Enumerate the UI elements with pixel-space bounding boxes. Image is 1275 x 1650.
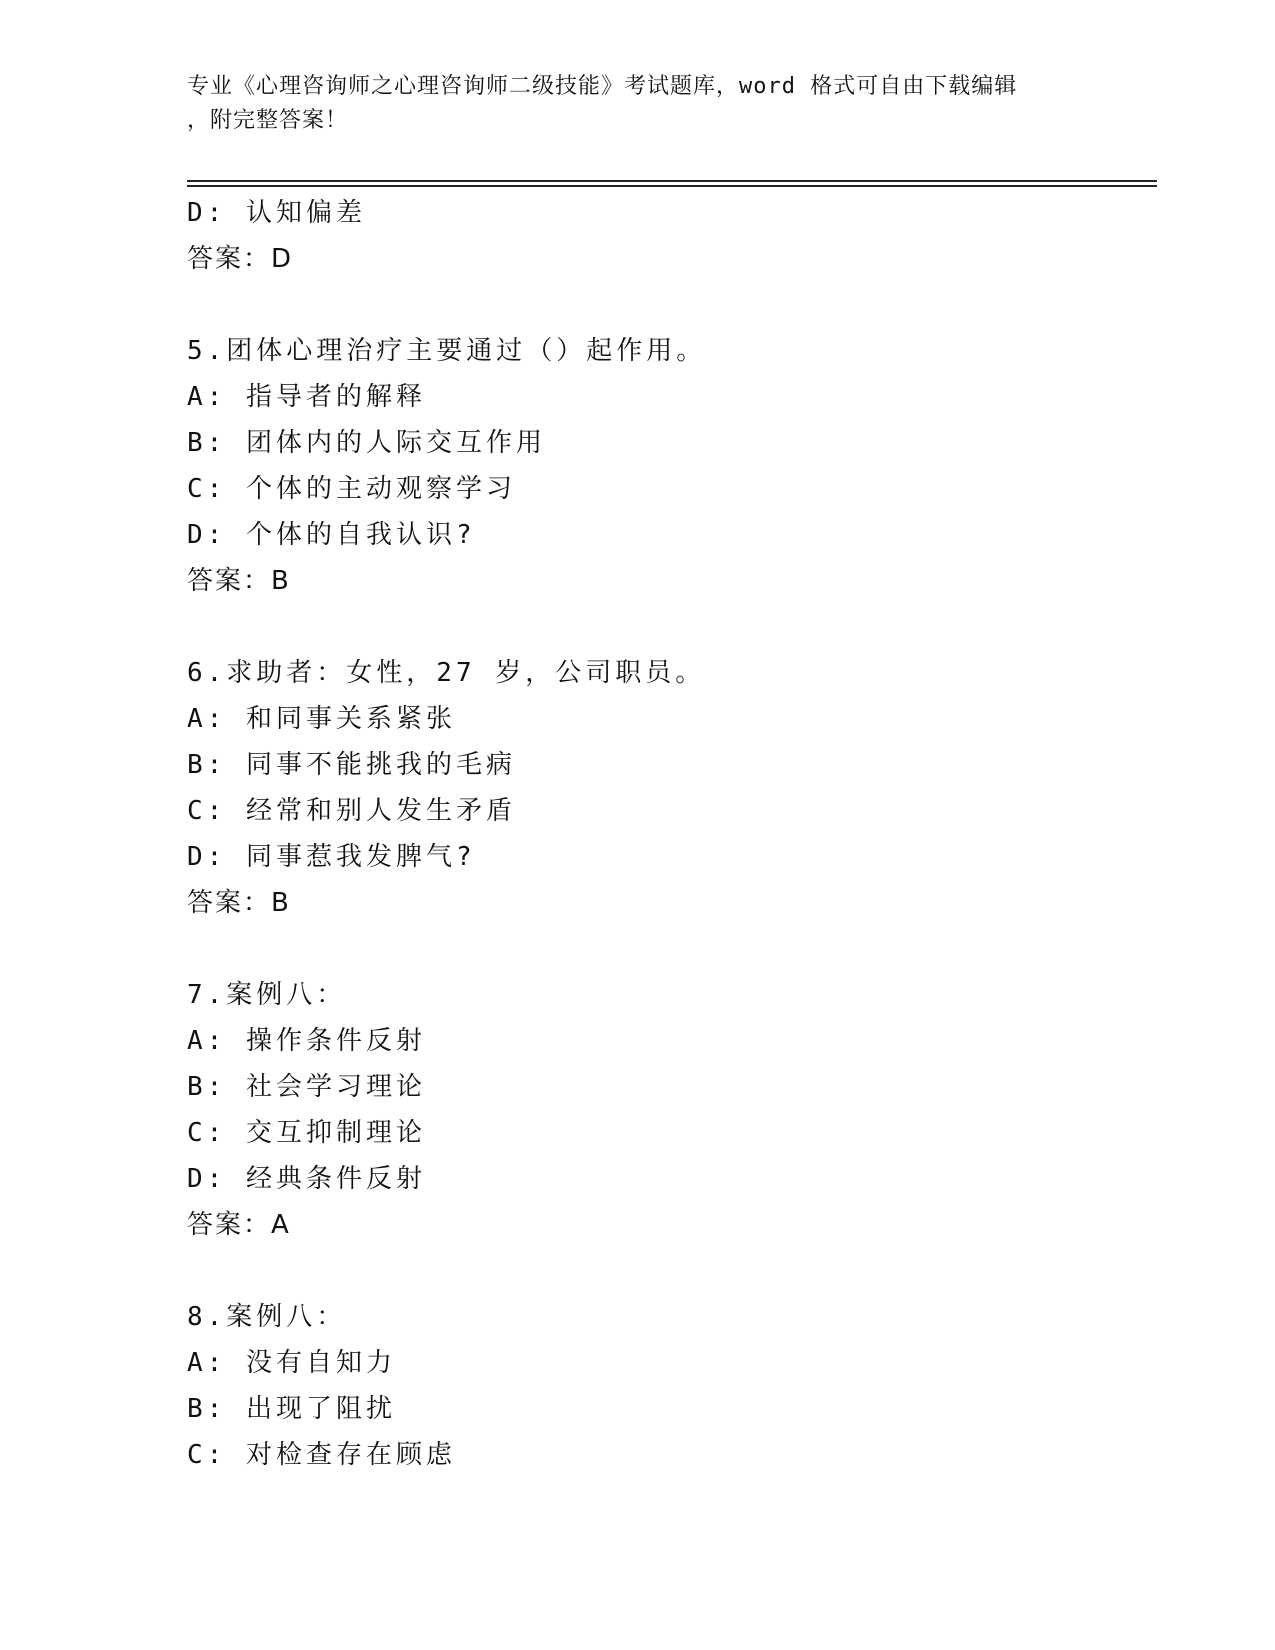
option-c: C: 交互抑制理论 [187,1118,426,1148]
block-spacer [187,1248,1157,1294]
answer-line: 答案：D [187,244,294,274]
block-spacer [187,926,1157,972]
header-rule-bottom [187,185,1157,187]
header-line-2: ，附完整答案！ [187,108,349,133]
option-a: A: 指导者的解释 [187,382,426,412]
option-d: D: 经典条件反射 [187,1164,426,1194]
block-spacer [187,282,1157,328]
header-rule-top [187,180,1157,182]
question-7-stem: 7.案例八： [187,980,347,1010]
option-c: C: 经常和别人发生矛盾 [187,796,516,826]
option-c: C: 对检查存在顾虑 [187,1440,456,1470]
option-a: A: 和同事关系紧张 [187,704,456,734]
question-list [187,190,1157,1478]
answer-line: 答案：A [187,1210,291,1240]
option-a: A: 没有自知力 [187,1348,396,1378]
answer-line: 答案：B [187,888,291,918]
option-b: B: 同事不能挑我的毛病 [187,750,516,780]
option-b: B: 出现了阻扰 [187,1394,396,1424]
option-d: D: 个体的自我认识? [187,520,476,550]
option-c: C: 个体的主动观察学习 [187,474,516,504]
header-line-1: 专业《心理咨询师之心理咨询师二级技能》考试题库，word 格式可自由下载编辑 [187,74,1018,99]
option-d: D: 认知偏差 [187,198,366,228]
option-a: A: 操作条件反射 [187,1026,426,1056]
block-spacer [187,604,1157,650]
question-5-stem: 5.团体心理治疗主要通过（）起作用。 [187,336,707,366]
answer-line: 答案：B [187,566,291,596]
option-d: D: 同事惹我发脾气? [187,842,476,872]
option-b: B: 社会学习理论 [187,1072,426,1102]
question-8-stem: 8.案例八： [187,1302,347,1332]
question-6-stem: 6.求助者：女性，27 岁，公司职员。 [187,658,706,688]
option-b: B: 团体内的人际交互作用 [187,428,546,458]
document-header [187,70,1087,138]
